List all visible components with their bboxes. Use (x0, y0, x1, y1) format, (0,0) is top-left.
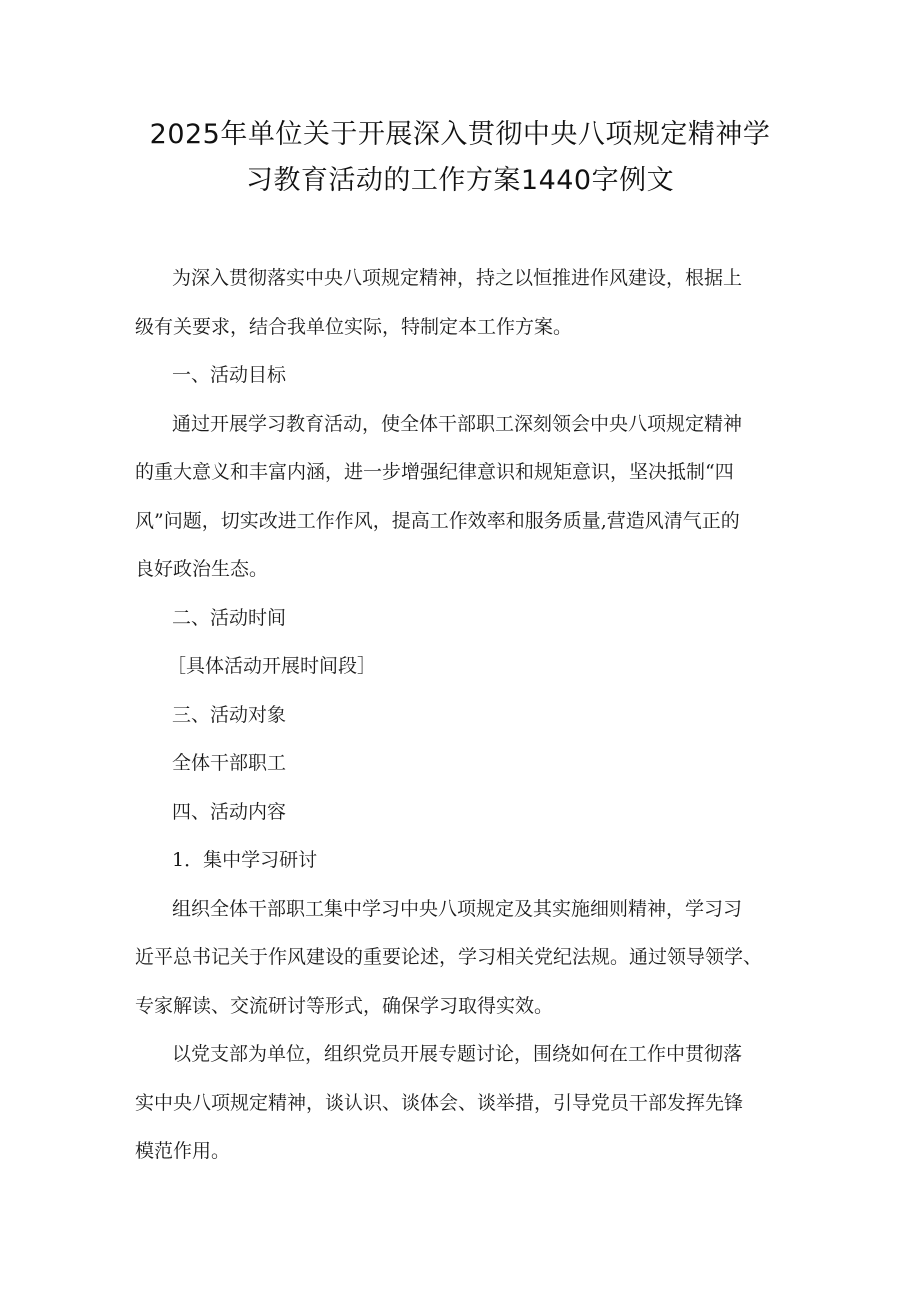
paragraph-line: 级有关要求，结合我单位实际，特制定本工作方案。 (135, 315, 573, 338)
paragraph-line: 以党支部为单位，组织党员开展专题讨论，围绕如何在工作中贯彻落 (172, 1043, 743, 1065)
paragraph-line: 组织全体干部职工集中学习中央八项规定及其实施细则精神，学习习 (172, 897, 743, 920)
paragraph-line: 专家解读、交流研讨等形式，确保学习取得实效。 (135, 994, 554, 1017)
paragraph-line: 良好政治生态。 (135, 558, 269, 580)
paragraph-line: 全体干部职工 (172, 752, 287, 774)
paragraph-line: 的重大意义和丰富内涵，进一步增强纪律意识和规矩意识，坚决抵制“四 (135, 461, 734, 483)
title-line-1: 2025年单位关于开展深入贯彻中央八项规定精神学 (149, 119, 771, 150)
section-heading-goals: 一、活动目标 (172, 364, 287, 386)
paragraph-line: 通过开展学习教育活动，使全体干部职工深刻领会中央八项规定精神 (172, 412, 743, 435)
document-title (120, 112, 800, 204)
document-body (135, 254, 795, 1176)
subsection-heading: 1．集中学习研讨 (172, 849, 318, 871)
paragraph-line: 实中央八项规定精神，谈认识、谈体会、谈举措，引导党员干部发挥先锋 (135, 1091, 744, 1114)
time-placeholder: ［具体活动开展时间段］ (167, 655, 377, 677)
paragraph-line: 为深入贯彻落实中央八项规定精神，持之以恒推进作风建设，根据上 (172, 267, 743, 289)
section-heading-target: 三、活动对象 (172, 703, 287, 726)
section-heading-time: 二、活动时间 (172, 606, 287, 629)
section-heading-content: 四、活动内容 (172, 800, 287, 823)
title-line-2: 习教育活动的工作方案1440字例文 (245, 165, 675, 196)
paragraph-line: 近平总书记关于作风建设的重要论述，学习相关党纪法规。通过领导领学、 (135, 946, 763, 968)
paragraph-line: 模范作用。 (135, 1140, 231, 1162)
paragraph-line: 风”问题，切实改进工作作风，提高工作效率和服务质量,营造风清气正的 (135, 509, 740, 532)
